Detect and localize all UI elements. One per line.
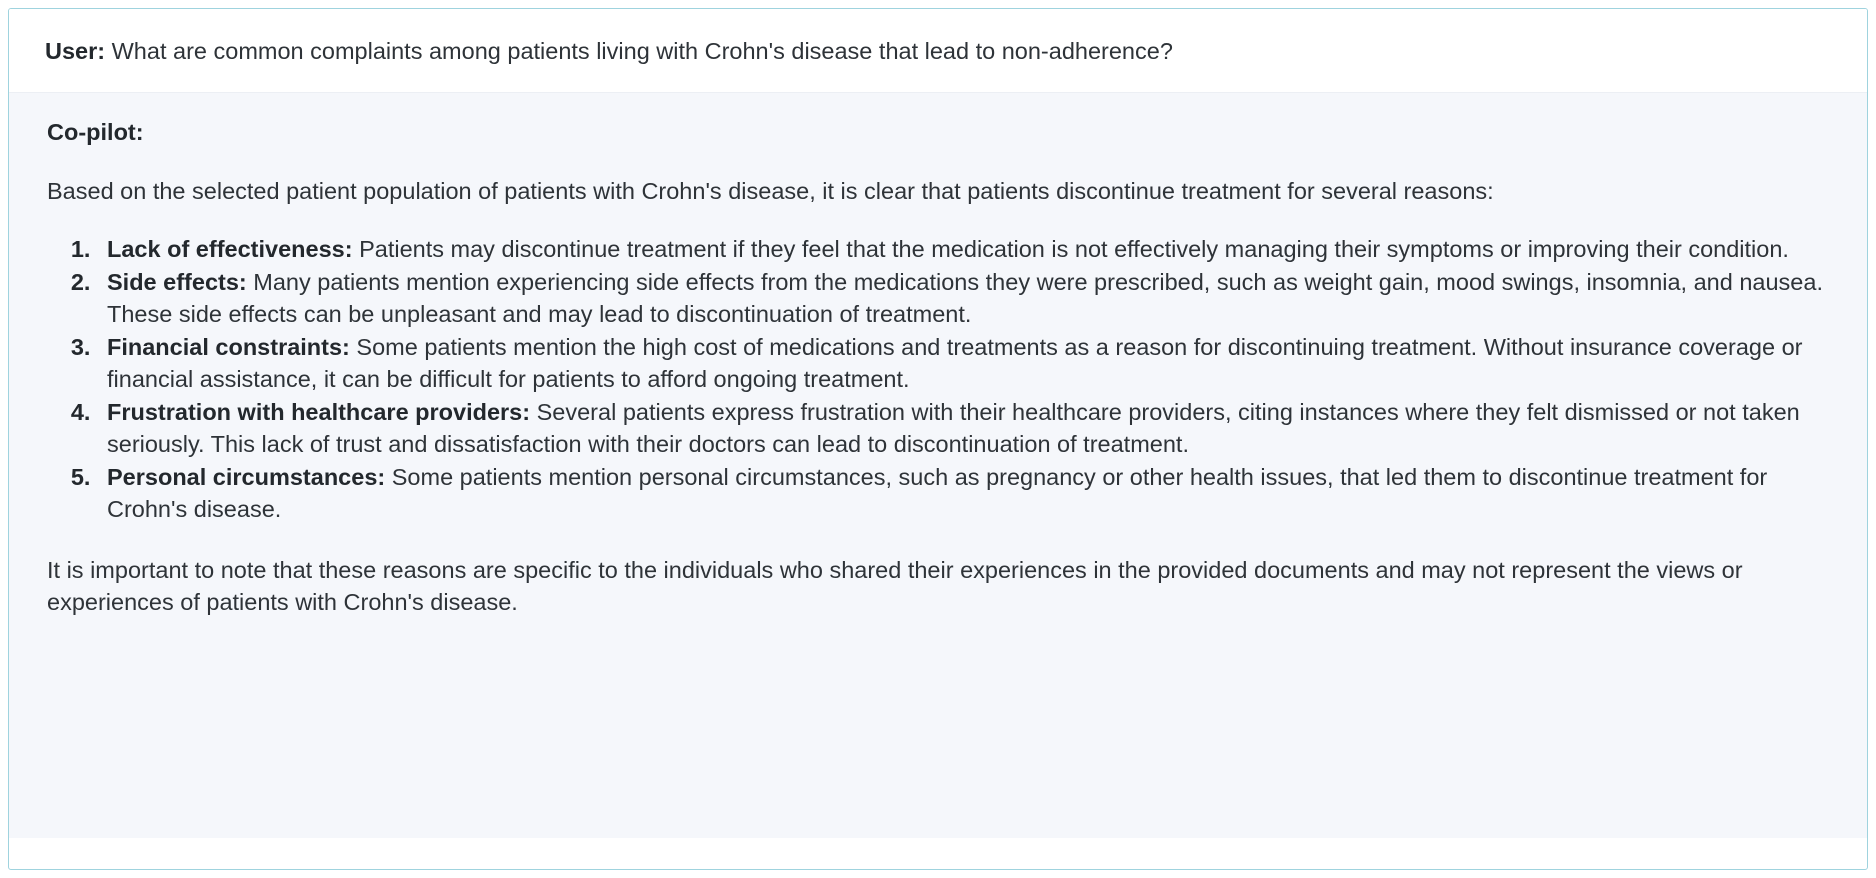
reason-text: Patients may discontinue treatment if they feel that the medication is not effectively managing their symptoms or improving their condition. [352,235,1789,262]
reasons-list [45,234,1831,525]
list-item [97,397,1831,460]
assistant-message-turn [9,92,1867,838]
list-item [97,332,1831,395]
reason-title: Frustration with healthcare providers: [107,399,531,426]
list-item [97,234,1831,265]
list-item [97,462,1831,525]
reason-text: Many patients mention experiencing side effects from the medications they were prescribed, such as weight gain, mood swings, insomnia, and nausea. These side effects can be unpleasant and may lead to discontinuation of treatment. [107,269,1823,327]
user-message-turn [9,9,1867,92]
assistant-closing-paragraph: It is important to note that these reasons are specific to the individuals who shared their experiences in the provided documents and may not represent the views or experiences of patients with Crohn's disease. [47,557,1743,615]
assistant-intro-paragraph: Based on the selected patient population of patients with Crohn's disease, it is clear that patients discontinue treatment for several reasons: [47,178,1494,205]
user-message-text: What are common complaints among patients living with Crohn's disease that lead to non-adherence? [111,38,1173,64]
reason-text: Some patients mention personal circumstances, such as pregnancy or other health issues, that led them to discontinue treatment for Crohn's disease. [107,464,1768,522]
reason-text: Several patients express frustration with their healthcare providers, citing instances where they felt dismissed or not taken seriously. This lack of trust and dissatisfaction with their doctors can lead to discontinuation of treatment. [107,399,1800,457]
reason-title: Financial constraints: [107,334,350,361]
user-label: User: [45,38,106,64]
assistant-label: Co-pilot: [47,119,144,146]
chat-transcript-card [8,8,1868,870]
reason-text: Some patients mention the high cost of medications and treatments as a reason for discontinuing treatment. Without insurance coverage or financial assistance, it can be difficult for patients to afford ongoing treatment. [107,334,1803,392]
reason-title: Personal circumstances: [107,464,386,491]
reason-title: Lack of effectiveness: [107,235,353,262]
user-message-line [45,37,1831,66]
list-item [97,267,1831,330]
reason-title: Side effects: [107,269,247,296]
